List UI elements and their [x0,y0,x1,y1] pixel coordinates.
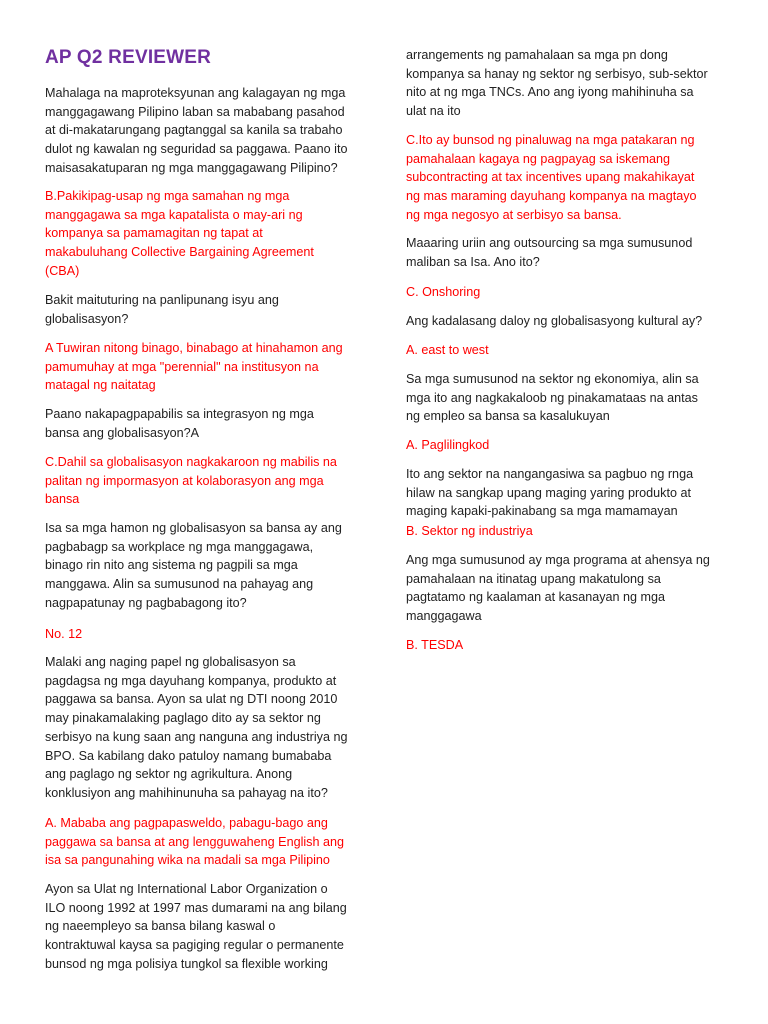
answer-text: No. 12 [45,627,83,641]
question-text: Sa mga sumusunod na sektor ng ekonomiya, alin sa mga ito ang nagkakaloob ng pinakamataas na antas ng empleo sa bansa sa kasalukuyan [406,372,699,424]
question-text: arrangements ng pamahalaan sa mga pn dong kompanya sa hanay ng sektor ng serbisyo, sub-sektor nito at ng mga TNCs. Ano ang iyong mahihinuha sa ulat na ito [406,48,708,119]
answer-text: C. Onshoring [406,285,481,299]
answer-text: A. Paglilingkod [406,438,490,452]
answer-text: B.Pakikipag-usap ng mga samahan ng mga manggagawa sa mga kapatalista o may-ari ng kompanya sa pamamagitan ng tapat at makabuluhang Collective Bargaining Agreement (CBA) [45,189,314,278]
answer-text: A. Mababa ang pagpapasweldo, pabagu-bago ang paggawa sa bansa at ang lengguwaheng English ang isa sa pangunahing wika na madali sa mga Pilipino [45,816,344,868]
answer-text: C.Dahil sa globalisasyon nagkakaroon ng mabilis na palitan ng impormasyon at kolaborasyon ang mga bansa [45,455,337,507]
question-text: Ayon sa Ulat ng International Labor Organization o ILO noong 1992 at 1997 mas dumarami na ang bilang ng naeempleyo sa bansa bilang kaswal o kontraktuwal kaysa sa pagiging regular o permanente bunsod ng mga polisiya tungkol sa flexible working [45,882,347,971]
answer-text: C.Ito ay bunsod ng pinaluwag na mga patakaran ng pamahalaan kagaya ng pagpayag sa iskemang subcontracting at tax incentives upang makahikayat ng mas maraming dayuhang kompanya na magtayo ng mga negosyo at serbisyo sa bansa. [406,133,697,222]
answer-text: B. Sektor ng industriya [406,524,533,538]
question-text: Isa sa mga hamon ng globalisasyon sa bansa ay ang pagbabagp sa workplace ng mga manggagawa, binago rin nito ang sistema ng pagpili sa mga manggawa. Alin sa sumusunod na pahayag ang nagpapatunay ng pagbabagong ito? [45,521,342,610]
question-text: Mahalaga na maproteksyunan ang kalagayan ng mga manggagawang Pilipino laban sa mababang pasahod at di-makatarungang pagtanggal sa kanila sa trabaho dulot ng kawalan ng seguridad sa paggawa. Paano ito maisasakatuparan ng mga manggagawang Pilipino? [45,86,348,175]
answer-text: A. east to west [406,343,489,357]
question-text: Bakit maituturing na panlipunang isyu ang globalisasyon? [45,293,279,326]
question-text: Ito ang sektor na nangangasiwa sa pagbuo ng rnga hilaw na sangkap upang maging yaring produkto at maging kapaki-pakinabang sa mga mamamayan [406,467,694,519]
question-text: Maaaring uriin ang outsourcing sa mga sumusunod maliban sa Isa. Ano ito? [406,236,693,269]
question-text: Paano nakapagpapabilis sa integrasyon ng mga bansa ang globalisasyon?A [45,407,314,440]
answer-text: B. TESDA [406,638,464,652]
question-text: Ang mga sumusunod ay mga programa at ahensya ng pamahalaan na itinatag upang makatulong sa pagtatamo ng kaalaman at kasanayan ng mga manggagawa [406,553,710,624]
page-title: AP Q2 REVIEWER [45,47,212,68]
question-text: Ang kadalasang daloy ng globalisasyong kultural ay? [406,314,703,328]
answer-text: A Tuwiran nitong binago, binabago at hinahamon ang pamumuhay at mga "perennial" na institusyon na matagal ng naitatag [45,341,343,393]
question-text: Malaki ang naging papel ng globalisasyon sa pagdagsa ng mga dayuhang kompanya, produkto at paggawa sa bansa. Ayon sa ulat ng DTI noong 2010 may pinakamalaking paglago dito ay sa sektor ng serbisyo na kung saan ang nanguna ang industriya ng BPO. Sa kabilang dako patuloy namang bumababa ang paglago ng sektor ng agrikultura. Anong konklusiyon ang mahihinunuha sa pahayag na ito? [45,655,348,800]
